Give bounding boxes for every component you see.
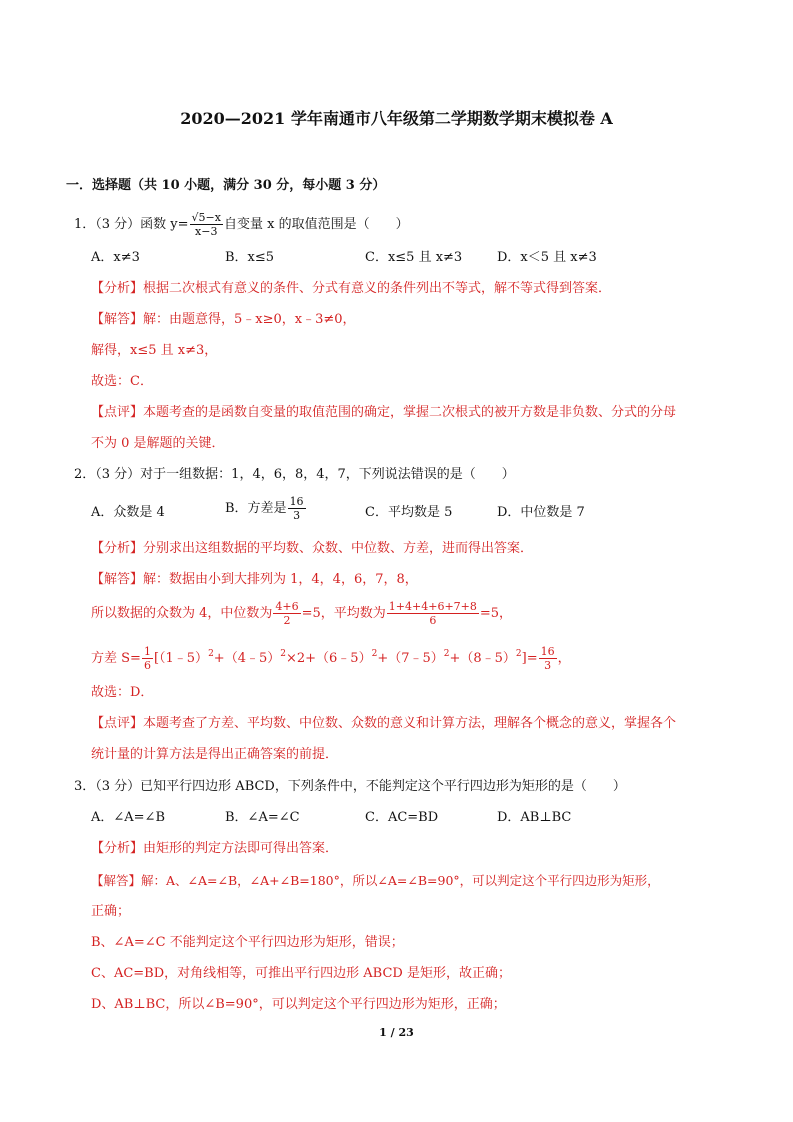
comment: 【点评】本题考查了方差、平均数、中位数、众数的意义和计算方法，理解各个概念的意义，掌握各个	[91, 716, 677, 731]
fraction: $\frac{√5-x}{x-3}$	[191, 211, 221, 238]
answer-line: 【解答】解：由题意得，5﹣x≥0，x﹣3≠0，	[91, 312, 356, 327]
page-title: 2020—2021 学年南通市八年级第二学期数学期末模拟卷 A	[180, 109, 613, 128]
answer-line: 故选：C．	[91, 374, 153, 389]
fraction: $\frac{1}{6}$	[143, 645, 151, 672]
fraction: $\frac{16}{3}$	[289, 495, 304, 522]
comment: 【点评】本题考查的是函数自变量的取值范围的确定，掌握二次根式的被开方数是非负数、分式的分母	[91, 405, 677, 420]
page-number: 1 / 23	[379, 1026, 414, 1039]
answer-line: D、AB⊥BC，所以∠B=90°，可以判定这个平行四边形为矩形，正确；	[91, 997, 506, 1012]
option-b: B．方差是 $\frac{16}{3}$	[225, 495, 304, 522]
option-c: C．x≤5 且 x≠3	[365, 250, 463, 265]
option-a: A．众数是 4	[91, 505, 165, 520]
answer-line: C、AC=BD，对角线相等，可推出平行四边形 ABCD 是矩形，故正确；	[91, 966, 511, 981]
option-d: D．中位数是 7	[497, 505, 585, 520]
option-b: B．∠A=∠C	[225, 810, 300, 825]
answer-line: 故选：D．	[91, 685, 154, 700]
fraction: $\frac{1+4+4+6+7+8}{6}$	[388, 600, 477, 627]
option-c: C．AC=BD	[365, 810, 439, 825]
answer-line: 所以数据的众数为 4，中位数为 $\frac{4+6}{2}$ =5，平均数为 $\frac{1+4+4+6+7+8}{6}$ =5，	[91, 600, 513, 627]
answer-line: 【解答】解：数据由小到大排列为 1，4，4，6，7，8，	[91, 572, 418, 587]
analysis: 【分析】分别求出这组数据的平均数、众数、中位数、方差，进而得出答案．	[91, 541, 534, 556]
option-d: D．x＜5 且 x≠3	[497, 250, 597, 265]
analysis: 【分析】由矩形的判定方法即可得出答案．	[91, 841, 339, 856]
answer-line: B、∠A=∠C 不能判定这个平行四边形为矩形，错误；	[91, 935, 404, 950]
fraction: $\frac{4+6}{2}$	[275, 600, 299, 627]
answer-line: 解得，x≤5 且 x≠3，	[91, 343, 218, 358]
answer-line: 【解答】解：A、∠A=∠B，∠A+∠B=180°，所以∠A=∠B=90°，可以判定这个平行四边形为矩形，	[91, 873, 660, 888]
section-heading: 一．选择题（共 10 小题，满分 30 分，每小题 3 分）	[66, 178, 386, 193]
question-2-stem: 2．（3 分）对于一组数据：1，4，6，8，4，7，下列说法错误的是（ ）	[74, 467, 515, 482]
option-c: C．平均数是 5	[365, 505, 453, 520]
comment: 统计量的计算方法是得出正确答案的前提．	[91, 747, 339, 762]
option-d: D．AB⊥BC	[497, 810, 572, 825]
option-a: A．∠A=∠B	[91, 810, 166, 825]
question-1-stem: 1．（3 分）函数 y= $\frac{√5-x}{x-3}$ 自变量 x 的取值范围是（ ）	[74, 211, 409, 238]
option-b: B．x≤5	[225, 250, 275, 265]
fraction: $\frac{16}{3}$	[540, 645, 555, 672]
option-a: A．x≠3	[91, 250, 140, 265]
answer-line: 正确；	[91, 904, 131, 919]
analysis: 【分析】根据二次根式有意义的条件、分式有意义的条件列出不等式，解不等式得到答案．	[91, 281, 612, 296]
question-3-stem: 3．（3 分）已知平行四边形 ABCD，下列条件中，不能判定这个平行四边形为矩形的是（ ）	[74, 779, 626, 794]
answer-line: 方差 S= $\frac{1}{6}$ [（1﹣5）$^2$+（4﹣5）$^2$×2+（6﹣5）$^2$+（7﹣5）$^2$+（8﹣5）$^2$]= $\frac{16}{3}$ ，	[91, 645, 571, 672]
comment: 不为 0 是解题的关键．	[91, 436, 225, 451]
